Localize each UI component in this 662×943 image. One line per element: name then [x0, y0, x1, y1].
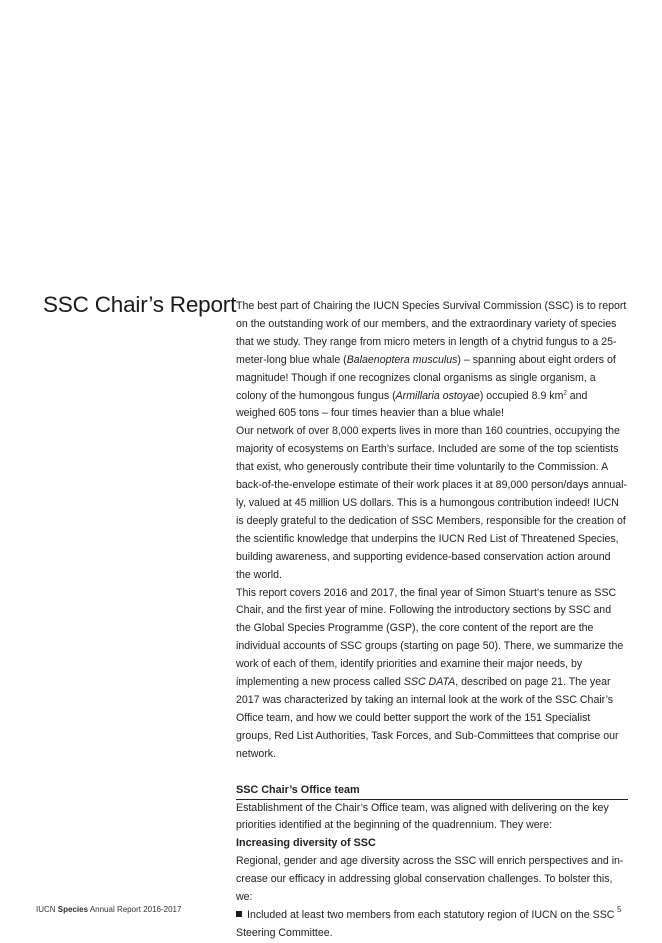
- bullet-item: [236, 907, 628, 943]
- footer-report-name: Annual Report 2016-2017: [88, 905, 182, 914]
- section-heading: SSC Chair’s Office team: [236, 782, 628, 800]
- text-run: This report covers 2016 and 2017, the final year of Simon Stuart’s tenure as SSC Chair, and the first year of mine. Following the introductory sections by SSC and the Global Species Programme (GSP), the core content of the report are the individual accounts of SSC groups (starting on page 50). There, we summarize the work of each of them, identify priorities and examine their major needs, by implementing a new process called: [236, 586, 624, 689]
- footer-species: Species: [57, 905, 89, 914]
- text-run: ) occupied 8.9 km: [479, 389, 564, 402]
- footer: [36, 905, 181, 914]
- page-title: SSC Chair’s Report: [43, 292, 237, 317]
- network-paragraph: Our network of over 8,000 experts lives in more than 160 countries, occupying the majority of ecosystems on Earth’s surface. Included are some of the top scientists that exist, who generously contribute their time voluntarily to the Commission. A back-of-the-envelope estimate of their work places it at 89,000 person/days annual-ly, valued at 45 million US dollars. This is a humongous contribution indeed! IUCN is deeply grateful to the dedication of SSC Members, responsible for the creation of the scientific knowledge that underpins the IUCN Red List of Threatened Species, building awareness, and supporting evidence-based conservation action around the world.: [236, 425, 628, 581]
- superscript: 2: [563, 390, 567, 396]
- square-bullet-icon: [236, 911, 242, 917]
- subsection-heading: Increasing diversity of SSC: [236, 837, 376, 850]
- bullet-text: Included at least two members from each statutory region of IUCN on the SSC Steering Committee.: [236, 909, 615, 939]
- report-scope-paragraph: [236, 585, 628, 764]
- diversity-paragraph: Regional, gender and age diversity across the SSC will enrich perspectives and in-crease our efficacy in addressing global conservation challenges. To bolster this, we:: [236, 855, 624, 904]
- text-run: and weighed 605 tons – four times heavier than a blue whale!: [236, 389, 588, 420]
- footer-org: IUCN: [36, 905, 58, 914]
- text-run: , described on page 21. The year 2017 was characterized by taking an internal look at the work of the SSC Chair’s Office team, and how we could better support the work of the 151 Specialist groups, Red List Authorities, Task Forces, and Sub-Committees that comprise our network.: [236, 676, 619, 760]
- page-number: 5: [617, 905, 622, 914]
- ssc-data-term: SSC DATA: [403, 676, 456, 689]
- intro-paragraph: [236, 298, 628, 423]
- report-body: [236, 298, 628, 943]
- office-team-paragraph: Establishment of the Chair’s Office team, was aligned with delivering on the key priorities identified at the beginning of the quadrennium. They were:: [236, 801, 609, 832]
- text-run: ) – spanning about eight orders of magnitude! Though if one recognizes clonal organisms as single organism, a colony of the humongous fungus (: [236, 353, 616, 402]
- species-name: Balaenoptera musculus: [346, 353, 458, 366]
- species-name: Armillaria ostoyae: [395, 389, 480, 402]
- text-run: The best part of Chairing the IUCN Species Survival Commission (SSC) is to report on the outstanding work of our members, and the extraordinary variety of species that we study. They range from micro meters in length of a chytrid fungus to a 25-meter-long blue whale (: [236, 300, 627, 366]
